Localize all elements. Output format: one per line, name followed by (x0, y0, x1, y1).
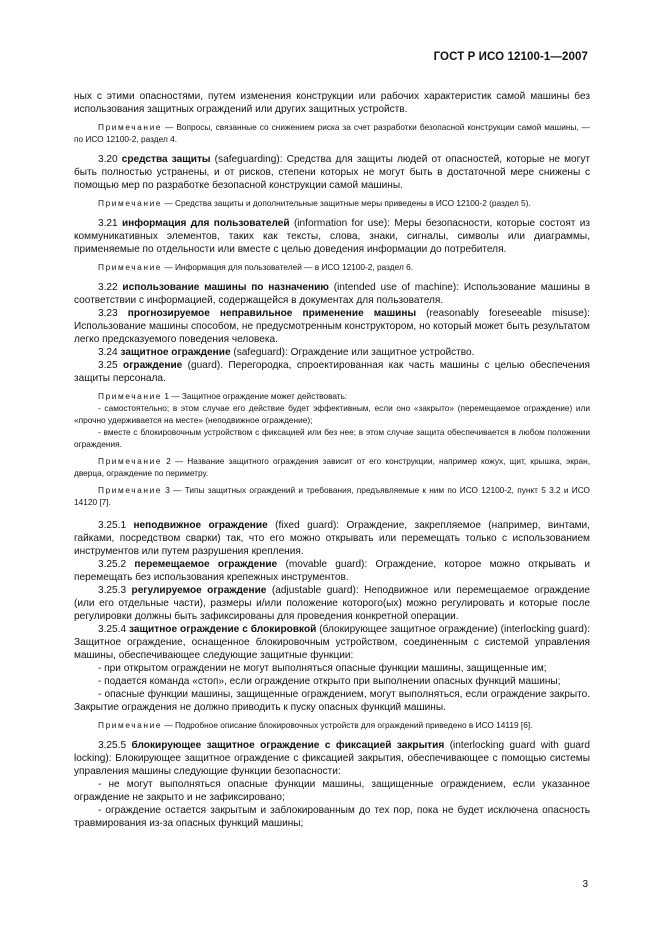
term-number: 3.21 (98, 218, 118, 229)
term-definition: (safeguard): Ограждение или защитное устройство. (233, 347, 475, 358)
continued-paragraph: ных с этими опасностями, путем изменения конструкции или рабочих характеристик самой машины без использования защитных ограждений или других защитных устройств. (74, 91, 590, 115)
term-number: 3.25.3 (98, 585, 127, 596)
term-definition: (interlocking guard with guard locking): Блокирующее защитное ограждение с фиксацией закрытия, обеспечивающее с помощью системы управления машины следующие функции безопасности: (74, 740, 591, 777)
list-item: - опасные функции машины, защищенные ограждением, могут выполняться, если ограждение закрыто. Закрытие ограждения не должно приводить к пуску опасных функций машины. (74, 689, 590, 713)
note-label: Примечание (98, 720, 163, 730)
term-definition: (guard). Перегородка, спроектированная как часть машины с целью обеспечения защиты персонала. (74, 360, 591, 384)
list-item: - ограждение остается закрытым и заблокированным до тех пор, пока не будет исключена опасность травмирования из-за опасных функций машины; (74, 805, 590, 829)
note (74, 719, 590, 731)
note-label: Примечание (98, 456, 163, 466)
term-title: ограждение (123, 360, 183, 371)
term-number: 3.22 (98, 282, 118, 293)
note-text: — Подробное описание блокировочных устройств для ограждений приведено в ИСО 14119 [6]. (164, 720, 533, 730)
term-number: 3.20 (98, 154, 118, 165)
page-number: 3 (582, 879, 588, 890)
document-header: ГОСТ Р ИСО 12100-1—2007 (433, 51, 588, 63)
term-3-25-4 (74, 623, 590, 662)
list-item: - подается команда «стоп», если ограждение открыто при выполнении опасных функций машины; (98, 676, 561, 687)
term-title: использование машины по назначению (122, 282, 329, 293)
note-text: 3 — Типы защитных ограждений и требования, предъявляемые к ним по ИСО 12100-2, пункт 5 3.2 и ИСО 14120 [7]. (74, 485, 591, 507)
term-number: 3.25.1 (98, 520, 127, 531)
term-number: 3.24 (98, 347, 118, 358)
term-title: неподвижное ограждение (133, 520, 268, 531)
note (74, 197, 590, 209)
term-3-25 (74, 359, 590, 385)
term-title: регулируемое ограждение (131, 585, 267, 596)
term-definition: (information for use): Меры безопасности, которые состоят из коммуникативных элементов, таких как тексты, слова, знаки, сигналы, символы или диаграммы, применяемые по отдельности или вместе с целью доведения информации до потребителя. (74, 218, 590, 255)
term-definition: (intended use of machine): Использование машины в соответствии с информацией, содержащейся в документах для пользователя. (74, 282, 590, 306)
term-3-22 (74, 278, 590, 307)
term-3-20 (74, 150, 590, 192)
term-3-24 (74, 346, 590, 359)
note-label: Примечание (98, 198, 163, 208)
term-title: защитное ограждение (120, 347, 231, 358)
term-3-25-5 (74, 736, 590, 778)
note (74, 390, 590, 402)
list-item: - не могут выполняться опасные функции машины, защищенные ограждением, если указанное ограждение не закрыто и не зафиксировано; (74, 779, 590, 803)
note (74, 484, 590, 508)
note (74, 261, 590, 273)
term-title: информация для пользователей (121, 218, 290, 229)
term-definition: (блокирующее защитное ограждение) (interlocking guard): Защитное ограждение, оснащенное блокировочным устройством, соединенным с системой управления машины, обеспечивающее следующие защитные функции: (74, 624, 590, 661)
term-number: 3.25.2 (98, 559, 127, 570)
note-label: Примечание (98, 122, 163, 132)
note-text: 2 — Название защитного ограждения зависит от его конструкции, например кожух, щит, крышка, экран, дверца, ограждение по периметру. (74, 456, 591, 478)
list-item: - при открытом ограждении не могут выполняться опасные функции машины, защищенные им; (98, 663, 547, 674)
term-title: блокирующее защитное ограждение с фиксацией закрытия (131, 740, 445, 751)
term-definition: (fixed guard): Ограждение, закрепляемое (например, винтами, гайками, посредством сварки) так, что его можно открывать или перемещать только с использованием инструментов или путем разрушения крепления. (74, 520, 590, 557)
note-text: — Средства защиты и дополнительные защитные меры приведены в ИСО 12100-2 (раздел 5). (164, 198, 531, 208)
term-title: защитное ограждение с блокировкой (129, 624, 317, 635)
term-title: перемещаемое ограждение (134, 559, 278, 570)
note-label: Примечание (98, 485, 163, 495)
page-body (74, 90, 590, 830)
note (74, 121, 590, 145)
note-list-item: - вместе с блокировочным устройством с фиксацией или без нее; в этом случае защита обеспечивается в любом положении ограждения. (74, 427, 590, 449)
note-label: Примечание (98, 262, 163, 272)
note-label: Примечание (98, 391, 163, 401)
term-3-25-1 (74, 513, 590, 558)
term-title: прогнозируемое неправильное применение машины (127, 308, 417, 319)
note-list-item: - самостоятельно; в этом случае его действие будет эффективным, если оно «закрыто» (перемещаемое ограждение) или «прочно удерживается на месте» (неподвижное ограждение); (74, 403, 590, 425)
note-text: — Вопросы, связанные со снижением риска за счет разработки безопасной конструкции самой машины, — по ИСО 12100-2, раздел 4. (74, 122, 590, 144)
term-definition: (adjustable guard): Неподвижное или перемещаемое ограждение (или его отдельные части), размеры и/или положение которого(ых) можно регулировать и которые после регулировки должны быть зафиксированы для проведения конкретной операции. (74, 585, 591, 622)
term-3-25-3 (74, 584, 590, 623)
term-3-23 (74, 307, 590, 346)
term-3-25-2 (74, 558, 590, 584)
term-number: 3.25.4 (98, 624, 127, 635)
term-number: 3.23 (98, 308, 118, 319)
term-3-21 (74, 214, 590, 256)
term-definition: (movable guard): Ограждение, которое можно открывать и перемещать без использования крепежных инструментов. (74, 559, 590, 583)
note (74, 455, 590, 479)
term-title: средства защиты (121, 154, 211, 165)
term-number: 3.25 (98, 360, 118, 371)
note-text: 1 — Защитное ограждение может действовать: (164, 391, 348, 401)
term-definition: (safeguarding): Средства для защиты людей от опасностей, которые не могут быть полностью устранены, и от рисков, степени которых не могут быть в достаточной мере снижены с помощью мер по разработке безопасной конструкции самой машины. (74, 154, 591, 191)
note-text: — Информация для пользователей — в ИСО 12100-2, раздел 6. (164, 262, 414, 272)
term-number: 3.25.5 (98, 740, 127, 751)
term-definition: (reasonably foreseeable misuse): Использование машины способом, не предусмотренным конструктором, но который может быть результатом легко предсказуемого поведения человека. (74, 308, 590, 345)
